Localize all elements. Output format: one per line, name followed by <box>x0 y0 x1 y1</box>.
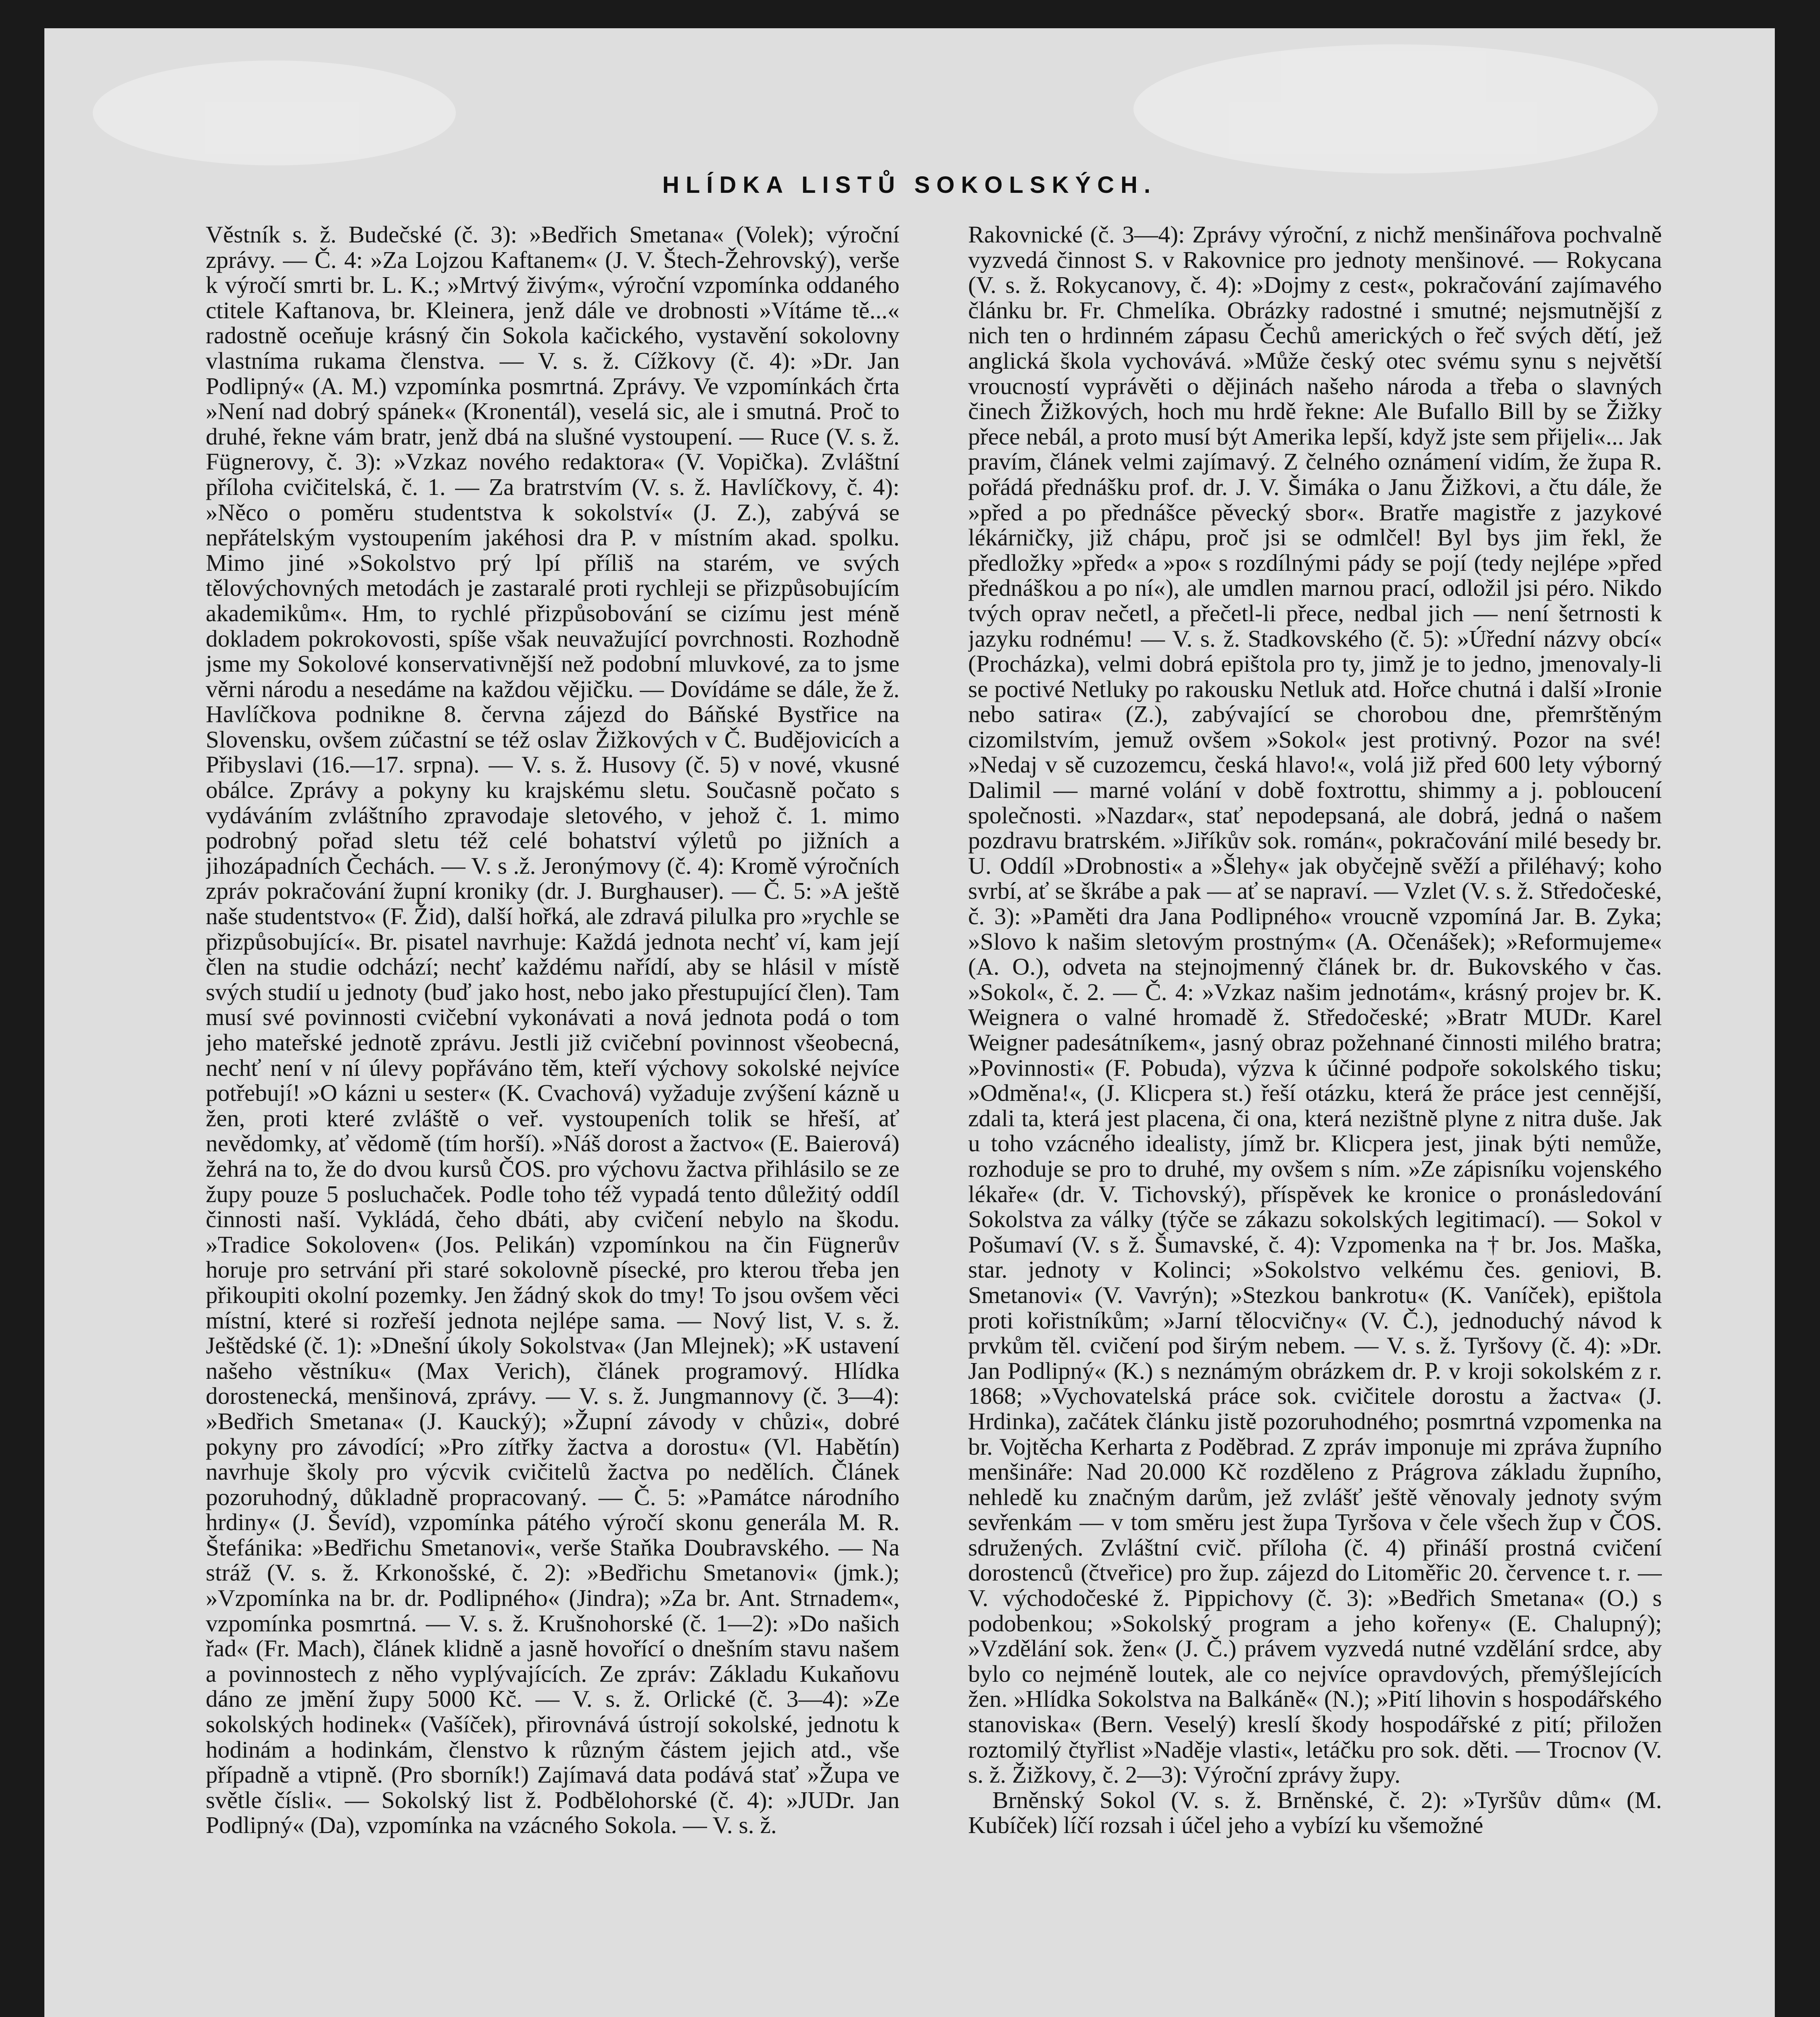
paper-scuff <box>1133 44 1658 173</box>
column-paragraph: Brněnský Sokol (V. s. ž. Brněnské, č. 2): »Tyršův dům« (M. Kubíček) líčí rozsah i účel jeho a vybízí ku všemožné <box>968 1786 1662 1839</box>
paper-scuff <box>93 61 456 165</box>
column-paragraph: Věstník s. ž. Budečské (č. 3): »Bedřich Smetana« (Volek); výroční zprávy. — Č. 4: »Za Lojzou Kaftanem« (J. V. Štech-Žehrovský), verše k výročí smrti br. L. K.; »Mrtvý živým«, výroční vzpomínka oddaného ctitele Kaftanova, br. Kleinera, jenž dále ve drobnosti »Vítáme tě...« radostně oceňuje krásný čin Sokola kačického, vystavění sokolovny vlastníma rukama členstva. — V. s. ž. Cížkovy (č. 4): »Dr. Jan Podlipný« (A. M.) vzpomínka posmrtná. Zprávy. Ve vzpomínkách črta »Není nad dobrý spánek« (Kronentál), veselá sic, ale i smutná. Proč to druhé, řekne vám bratr, jenž dbá na slušné vystoupení. — Ruce (V. s. ž. Fügnerovy, č. 3): »Vzkaz nového redaktora« (V. Vopička). Zvláštní příloha cvičitelská, č. 1. — Za bratrstvím (V. s. ž. Havlíčkovy, č. 4): »Něco o poměru studentstva k sokolství« (J. Z.), zabývá se nepřátelským vystoupením jakéhosi dra P. v místním akad. spolku. Mimo jiné »Sokolstvo prý lpí příliš na starém, ve svých tělovýchovných metodách je zastaralé proti rychleji se přizpůsobujícím akademikům«. Hm, to rychlé přizpůsobování se cizímu jest méně dokladem pokrokovosti, spíše však neuvažující povrchnosti. Rozhodně jsme my Sokolové konservativnější než podobní mluvkové, za to jsme věrni národu a nesedáme na každou vějičku. — Dovídáme se dále, že ž. Havlíčkova podnikne 8. června zájezd do Báňské Bystřice na Slovensku, ovšem zúčastní se též oslav Žižkových v Č. Budějovicích a Přibyslavi (16.—17. srpna). — V. s. ž. Husovy (č. 5) v nové, vkusné obálce. Zprávy a pokyny ku krajskému sletu. Současně počato s vydáváním zvláštního zpravodaje sletového, v jehož č. 1. mimo podrobný pořad sletu též celé bohatství výletů po jižních a jihozápadních Čechách. — V. s .ž. Jeronýmovy (č. 4): Kromě výročních zpráv pokračování župní kroniky (dr. J. Burghauser). — Č. 5: »A ještě naše studentstvo« (F. Žid), další hořká, ale zdravá pilulka pro »rychle se přizpůsobující«. Br. pisatel navrhuje: Každá jednota nechť ví, kam její člen na studie odchází; nechť každému nařídí, aby se hlásil v místě svých studií u jednoty (buď jako host, nebo jako přestupující člen). Tam musí své povinnosti cvičební vykonávati a nová jednota podá o tom jeho mateřské jednotě zprávu. Jestli již cvičební povinnost všeobecná, nechť není v ní úlevy popřáváno těm, kteří výchovy sokolské nejvíce potřebují! »O kázni u sester« (K. Cvachová) vyžaduje zvýšení kázně u žen, proti které zvláště o veř. vystoupeních tolik se hřeší, ať nevědomky, ať vědomě (tím horší). »Náš dorost a žactvo« (E. Baierová) žehrá na to, že do dvou kursů ČOS. pro výchovu žactva přihlásilo se ze župy pouze 5 posluchaček. Podle toho též vypadá tento důležitý oddíl činnosti naší. Vykládá, čeho dbáti, aby cvičení nebylo na škodu. »Tradice Sokoloven« (Jos. Pelikán) vzpomínkou na čin Fügnerův horuje pro setrvání při staré sokolovně písecké, pro kterou třeba jen přikoupiti okolní pozemky. Jen žádný skok do tmy! To jsou ovšem věci místní, které si rozřeší jednota nejlépe sama. — Nový list, V. s. ž. Ještědské (č. 1): »Dnešní úkoly Sokolstva« (Jan Mlejnek); »K ustavení našeho věstníku« (Max Verich), článek programový. Hlídka dorostenecká, menšinová, zprávy. — V. s. ž. Jungmannovy (č. 3—4): »Bedřich Smetana« (J. Kaucký); »Župní závody v chůzi«, dobré pokyny pro závodící; »Pro zítřky žactva a dorostu« (Vl. Habětín) navrhuje školy pro výcvik cvičitelů žactva po nedělích. Článek pozoruhodný, důkladně propracovaný. — Č. 5: »Památce národního hrdiny« (J. Ševíd), vzpomínka pátého výročí skonu generála M. R. Štefánika: »Bedřichu Smetanovi«, verše Staňka Doubravského. — Na stráž (V. s. ž. Krkonošské, č. 2): »Bedřichu Smetanovi« (jmk.); »Vzpomínka na br. dr. Podlipného« (Jindra); »Za br. Ant. Strnadem«, vzpomínka posmrtná. — V. s. ž. Krušnohorské (č. 1—2): »Do našich řad« (Fr. Mach), článek klidně a jasně hovořící o dnešním stavu našem a povinnostech z něho vyplývajících. Ze zpráv: Základu Kukaňovu dáno ze jmění župy 5000 Kč. — V. s. ž. Orlické (č. 3—4): »Ze sokolských hodinek« (Vašíček), přirovnává ústrojí sokolské, jednotu k hodinám a hodinkám, členstvo k různým částem jejich atd., vše případně a vtipně. (Pro sborník!) Zajímavá data podává stať »Župa ve světle čísli«. — Sokolský list ž. Podbělohorské (č. 4): »JUDr. Jan Podlipný« (Da), vzpomínka na vzácného Sokola. — V. s. ž. <box>206 222 900 1839</box>
page <box>44 28 1775 2017</box>
text-column-left <box>206 222 900 2017</box>
text-column-right <box>968 222 1662 2017</box>
header-title: HLÍDKA LISTŮ SOKOLSKÝCH. <box>662 172 1157 198</box>
column-paragraph: Rakovnické (č. 3—4): Zprávy výroční, z nichž menšinářova pochvalně vyzvedá činnost S. v Rakovnice pro jednoty menšinové. — Rokycana (V. s. ž. Rokycanovy, č. 4): »Dojmy z cest«, pokračování zajímavého článku br. Fr. Chmelíka. Obrázky radostné i smutné; nejsmutnější z nich ten o hrdinném zápasu Čechů amerických o řeč svých dětí, jež anglická škola vychovává. »Může český otec svému synu s největší vroucností vyprávěti o dějinách našeho národa a třeba o slavných činech Žižkových, hoch mu hrdě řekne: Ale Bufallo Bill by se Žižky přece nebál, a proto musí být Amerika lepší, když jste sem přijeli«... Jak pravím, článek velmi zajímavý. Z čelného oznámení vidím, že župa R. pořádá přednášku prof. dr. J. V. Šimáka o Janu Žižkovi, a čtu dále, že »před a po přednášce pěvecký sbor«. Bratře magistře z jazykové lékárničky, již chápu, proč jsi se odmlčel! Byl bys jim řekl, že předložky »před« a »po« s rozdílnými pády se pojí (tedy nejlépe »před přednáškou a po ní«), ale umdlen marnou prací, odložil jsi péro. Nikdo tvých oprav nečetl, a přečetl-li přece, nedbal jich — není šetrnosti k jazyku rodnému! — V. s. ž. Stadkovského (č. 5): »Úřední názvy obcí« (Procházka), velmi dobrá epištola pro ty, jimž je to jedno, jmenovaly-li se poctivé Netluky po rakousku Netluk atd. Hořce chutná i další »Ironie nebo satira« (Z.), zabývající se chorobou dne, přemrštěným cizomilstvím, jemuž ovšem »Sokol« jest protivný. Pozor na své! »Nedaj v sě cuzozemcu, česká hlavo!«, volá již před 600 lety výborný Dalimil — marné volání v době foxtrottu, shimmy a j. pobloucení společnosti. »Nazdar«, stať nepodepsaná, ale dobrá, jedná o našem pozdravu bratrském. »Jiříkův sok. román«, pokračování milé besedy br. U. Oddíl »Drobnosti« a »Šlehy« jak obyčejně svěží a přiléhavý; koho svrbí, ať se škrábe a pak — ať se napraví. — Vzlet (V. s. ž. Středočeské, č. 3): »Paměti dra Jana Podlipného« vroucně vzpomíná Jar. B. Zyka; »Slovo k našim sletovým prostným« (A. Očenášek); »Reformujeme« (A. O.), odveta na stejnojmenný článek br. dr. Bukovského v čas. »Sokol«, č. 2. — Č. 4: »Vzkaz našim jednotám«, krásný projev br. K. Weignera o valné hromadě ž. Středočeské; »Bratr MUDr. Karel Weigner padesátníkem«, jasný obraz požehnané činnosti milého bratra; »Povinnosti« (F. Pobuda), výzva k účinné podpoře sokolského tisku; »Odměna!«, (J. Klicpera st.) řeší otázku, která že práce jest cennější, zdali ta, která jest placena, či ona, která nezištně plyne z nitra duše. Jak u toho vzácného idealisty, jímž br. Klicpera jest, jinak býti nemůže, rozhoduje se pro to druhé, my ovšem s ním. »Ze zápisníku vojenského lékaře« (dr. V. Tichovský), příspěvek ke kronice o pronásledování Sokolstva za války (týče se zákazu sokolských legitimací). — Sokol v Pošumaví (V. s ž. Šumavské, č. 4): Vzpomenka na † br. Jos. Maška, star. jednoty v Kolinci; »Sokolstvo velkému čes. geniovi, B. Smetanovi« (V. Vavrýn); »Stezkou bankrotu« (K. Vaníček), epištola proti kořistníkům; »Jarní tělocvičny« (V. Č.), jednoduchý návod k prvkům těl. cvičení pod širým nebem. — V. s. ž. Tyršovy (č. 4): »Dr. Jan Podlipný« (K.) s neznámým obrázkem dr. P. v kroji sokolském z r. 1868; »Vychovatelská práce sok. cvičitele dorostu a žactva« (J. Hrdinka), začátek článku jistě pozoruhodného; posmrtná vzpomenka na br. Vojtěcha Kerharta z Poděbrad. Z zpráv imponuje mi zpráva župního menšináře: Nad 20.000 Kč rozděleno z Prágrova základu župního, nehledě ku značným darům, jež zvlášť ještě věnovaly jednoty svým sevřenkám — v tom směru jest župa Tyršova v čele všech žup v ČOS. sdružených. Zvláštní cvič. příloha (č. 4) přináší prostná cvičení dorostenců (čtveřice) pro žup. zájezd do Litoměřic 20. července t. r. — V. východočeské ž. Pippichovy (č. 3): »Bedřich Smetana« (O.) s podobenkou; »Sokolský program a jeho kořeny« (E. Chalupný); »Vzdělání sok. žen« (J. Č.) právem vyzvedá nutné vzdělání srdce, aby bylo co nejméně loutek, ale co nejvíce opravdových, přemýšlejících žen. »Hlídka Sokolstva na Balkáně« (N.); »Pití lihovin s hospodářského stanoviska« (Bern. Veselý) kreslí škody hospodářské z pití; přiložen roztomilý čtyřlist »Naděje vlasti«, letáčku pro sok. děti. — Trocnov (V. s. ž. Žižkovy, č. 2—3): Výroční zprávy župy. <box>968 222 1662 1788</box>
